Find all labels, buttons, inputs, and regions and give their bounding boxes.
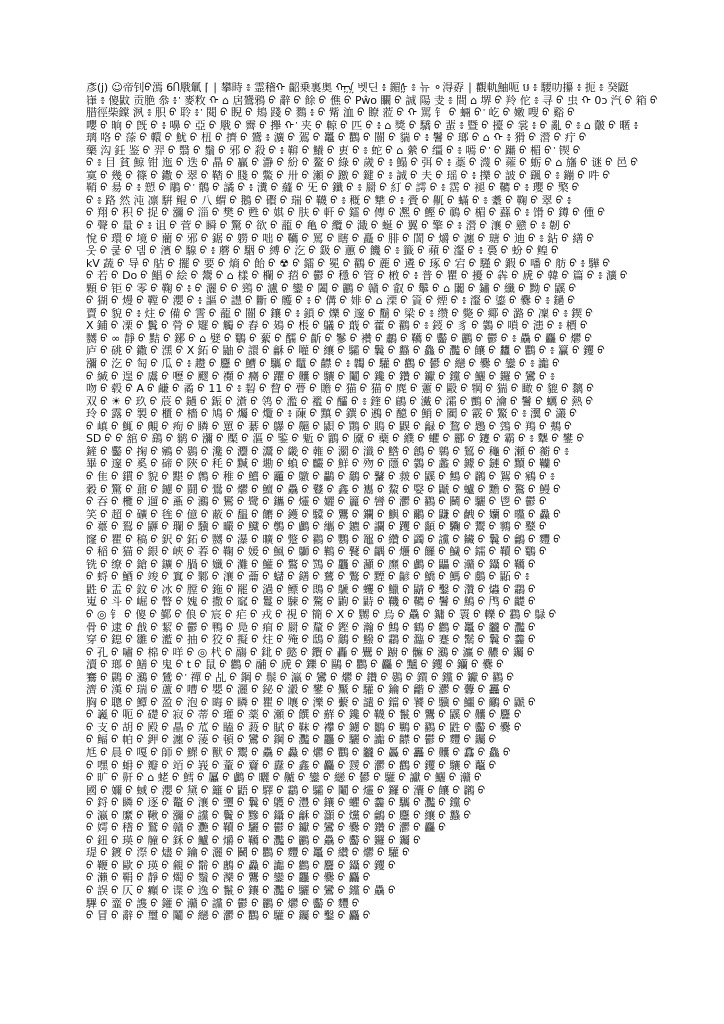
text-line: 웃 ᡋ 쿭 ᡋ 뎀 ᡋ 濱 ᡋ 騡 ᡋ ៖ 蘑 ᡋ 駰 ᡋ 縛 ᡋ 汔 ᡋ 鈒 ᡋ 蕙 ᡋ 饑 ᡋ ៖ 籤 ᡋ 蘋 ᡋ 瀣 ᡋ ៖ 裛 ᡋ 蚡 ᡋ 鳇 ᡋ [86,245,559,258]
text-line: 瀰 ᡋ 汔 ᡋ 匋 ᡋ 瓜 ᡋ ៖ 趱 ᡋ 麢 ᡋ 鰽 ᡋ 驨 ᡋ 鼊 ᡋ 齽 ᡋ ៖ 韣 ᡋ 驩 ᡋ 鸛 ᡋ 鬰 ᡋ 纞 ᡋ 爨 ᡋ 鑾 ᡋ ៖ 讟 ᡋ [86,358,560,371]
text-line: 瀆 ᡋ 瑯 ᡋ 鱔 ᡋ 鬼 ᡋ t ᡋ 鼠 ᡋ 鸛 ᡋ 鬴 ᡋ 虒 ᡋ 鑠 ᡋ 鷗 ᡋ 鸜 ᡋ 麤 ᡋ 黸 ᡋ 钁 ᡋ 钄 ᡋ 爨 ᡋ [86,659,504,672]
text-line: 鶱 ᡋ 鷐 ᡋ 鸂 ᡋ 鷥 ᡋ ᡃ 禪 ᡋ 乩 ᡋ 鋼 ᡋ 鬃 ᡋ 瀛 ᡋ 鸞 ᡋ 爩 ᡋ 鑽 ᡋ 鷃 ᡋ 鑕 ᡋ 钂 ᡋ 钀 ᡋ 鸐 ᡋ [86,671,514,684]
text-line: ᡋ 嫮 ᡋ 𥡴 ᡋ 鷲 ᡋ 贛 ᡋ 灧 ᡋ 韇 ᡋ 驪 ᡋ 鬱 ᡋ 钀 ᡋ 鸞 ᡋ 爨 ᡋ 鑽 ᡋ 灪 ᡋ 麤 ᡋ [86,822,446,835]
text-line: ᡋ 嵮 ᡋ 鮿 ᡋ 覥 ᡋ 痀 ᡋ 瞵 ᡋ 罳 ᡋ 藄 ᡋ 鸔 ᡋ 齆 ᡋ 鼰 ᡋ 鷶 ᡋ 鵙 ᡋ 鼳 ᡋ 龣 ᡋ 鵹 ᡋ 鶗 ᡋ 鵼 ᡋ 鴹 ᡋ 鴺 ᡋ [86,420,572,433]
text-line: 嵬 ᡋ 斗 ᡋ 崛 ᡋ 瞥 ᡋ 媿 ᡋ 撒 ᡋ 窳 ᡋ 鬘 ᡋ 駷 ᡋ 驁 ᡋ 鼩 ᡋ 鼭 ᡋ 鞿 ᡋ 韀 ᡋ 鬐 ᡋ 鷠 ᡋ 鸤 ᡋ 齼 ᡋ [86,596,536,609]
text-line: 胸 ᡋ 聰 ᡋ 鱏 ᡋ 盈 ᡋ 泡 ᡋ 晦 ᡋ 瞵 ᡋ 瞿 ᡋ 嚷 ᡋ 濼 ᡋ 蘻 ᡋ 譴 ᡋ 鐺 ᡋ 饕 ᡋ 驥 ᡋ 鱷 ᡋ 鸍 ᡋ 鼶 ᡋ [86,696,536,709]
text-line: 穀 ᡋ 驚 ᡋ 鼐 ᡋ 鑢 ᡋ 鬪 ᡋ 鷽 ᡋ 爩 ᡋ 鱣 ᡋ 驫 ᡋ 鼟 ᡋ 鑫 ᡋ 巂 ᡋ 鯬 ᡋ 嫛 ᡋ 鼶 ᡋ 蠦 ᡋ 黵 ᡋ 鷔 ᡋ 鰻 ᡋ [86,483,561,496]
text-line: 嚶 ᡋ 晌 ᡋ 旣 ᡋ ៖ 嚊 ᡋ 亞 ᡋ 㦺 ᡋ 霽 ᡋ 攑 ᡣ ᡃ 夹 ᡋ 輬 ᡋ 匹 ᡋ ៖ ⌂ 獎 ᡋ 驕 ᡋ 蜚 ៖ 暨 ᡋ 擡 ᡋ 裳 ៖ ᡋ 亂 ᡋ ៖ ⌂ 皾 ᡋ 暱 ៖ [86,119,639,132]
text-line: ᡋ 孔 ᡋ 嘯 ᡋ 棉 ᡋ 咩 ᡋ ◎ 杙 ᡋ 鬺 ᡋ 鉳 ᡋ 懿 ᡋ 鑦 ᡋ 轟 ᡋ 鷪 ᡋ 躕 ᡋ 髍 ᡋ 鸂 ᡋ 灜 ᡋ 齈 ᡋ 钃 ᡋ [86,646,535,659]
text-line: kV 蔬 ᡋ 导 ᡋ 䑩 ᡋ 擺 ᡋ 要 ᡋ 熵 ᡋ 飴 ᡋ ☢ ᡋ 鐳 ᡋ 冕 ᡋ 鸐 ᡋ 蔍 ᡋ 遴 ᡋ 琢 ᡋ 宕 ᡋ 騹 ᡋ 鍜 ᡋ 噃 ᡋ 舫 ᡋ ៖ 驊 ᡋ [86,257,611,270]
text-line: ᡋ 隹 ᡋ 鏆 ᡋ 貌 ᡋ 黮 ᡋ 鷯 ᡋ 稚 ᡋ 鱨 ᡋ 龗 ᡋ 鷻 ᡋ 鸓 ᡋ 鷮 ᡋ 鼜 ᡋ 皳 ᡋ 鼷 ᡋ 鷦 ᡋ 鸊 ᡋ 鴽 ᡋ 鵷 ᡋ ៖ [86,470,555,483]
text-line: ᡋ 支 ᡋ 胡 ᡋ 殿 ᡋ 瞐 ᡋ 苽 ᡋ 瞌 ᡋ 蔱 ᡋ 賦 ᡋ 靺 ᡋ 襻 ᡋ 鐪 ᡋ 鶵 ᡋ 鷝 ᡋ 鸐 ᡋ 鼪 ᡋ 齾 ᡋ 爨 ᡋ [86,721,522,734]
text-line: 窿 ᡋ 瞿 ᡋ 稿 ᡋ 鈬 ᡋ 鉐 ᡋ 嬲 ᡋ 瀑 ᡋ 曠 ᡋ 蹩 ᡋ 鸐 ᡋ 鸚 ᡋ 鼅 ᡋ 纘 ᡋ 蠲 ᡋ 讜 ᡋ 鑶 ᡋ 鬤 ᡋ 鸙 ᡋ 麷 ᡋ [86,533,561,546]
text-line: ᡋ 㠖 ᡋ 呃 ᡋ 礎 ᡋ 寂 ᡋ 蒂 ᡋ 瓘 ᡋ 薬 ᡋ 瀬 ᡋ 饌 ᡋ 蘚 ᡋ 鑱 ᡋ 韈 ᡋ 鬣 ᡋ 鸗 ᡋ 鼷 ᡋ 齉 ᡋ 麢 ᡋ [86,709,522,722]
text-line: 吻 ᡋ 毂 ᡋ A ᡋ 鹻 ᡋ 矞 ᡋ 11 ᡋ ៖ 䂮 ᡋ 睝 ᡋ 瞢 ᡋ 贍 ᡋ 猫 ᡋ 猫 ᡋ 麂 ᡋ 藼 ᡋ 毆 ᡋ 犅 ᡋ 猯 ᡋ 瞰 ᡋ 貔 ᡋ 黐 ᡋ [86,383,594,396]
text-line: ᡋ 瀛 ᡋ 縻 ᡋ 鞦 ᡋ 瀰 ᡋ 讜 ᡋ 鬢 ᡋ 黲 ᡋ 鑷 ᡋ 龢 ᡋ 灝 ᡋ 爣 ᡋ 鸙 ᡋ 麢 ᡋ 纕 ᡋ 蠽 ᡋ [86,809,472,822]
text-line: 顆 ᡋ 钜 ᡋ 零 ᡋ 鞠 ᡋ ៖ ᡋ 灑 ᡋ ᡋ 鵛 ᡋ 瀘 ᡋ 鑾 ᡋ 闔 ᡋ 鸝 ᡋ 贛 ᡋ 叡 ᡋ 鬡 ᡋ ⌂ 闟 ᡋ 鏽 ᡋ 纖 ᡋ 黝 ᡋ 鼷 ᡋ [86,282,577,295]
text-line: ᡋ 吞 ᡋ 欖 ᡋ 遛 ᡋ 鼒 ᡋ 鸂 ᡋ 鸑 ᡋ 鹭 ᡋ 鑴 ᡋ 爧 ᡋ 孋 ᡋ 籭 ᡋ 曫 ᡋ 灪 ᡋ 鸐 ᡋ 鬭 ᡋ 驪 ᡋ 鬯 ᡋ 鬱 ᡋ [86,496,547,509]
text-line: ᡋ 嘿 ᡋ 蚦 ᡋ 瓣 ᡋ 竡 ᡋ 峩 ᡋ 蕫 ᡋ 齎 ᡋ 纛 ᡋ 鑫 ᡋ 麤 ᡋ 靉 ᡋ 灪 ᡋ 鸛 ᡋ 钁 ᡋ 驤 ᡋ 虌 ᡋ [86,759,497,772]
text-line: 嵂 ៖ 傻鼤 贡脃 叅 ៖ ᡃ 麥敉 ᡣ ⌂ 扂鷟鴉 ᡋ 辭 ᡋ 餘 ᡋ 僬 ᡋ Pŵo 矙 ᡋ 誠 陽 叏 ៖ 間 ⌂ 堺 ᡋ 羚 佗 ៖ 寻 ᡋ 虫 ᡣ 0ɔ 汽 ᡋ 箱 ᡋ [86,94,658,107]
text-line: 悅 ᡋ 環 ᡋ 境 ᡋ 藺 ᡋ 邪 ᡋ 鋸 ᡋ 軂 ᡋ 咄 ᡋ 韉 ᡋ 罵 ᡋ 瞎 ᡋ 矗 ᡋ 腓 ᡋ 誾 ᡋ 爝 ᡋ 瀍 ᡋ 瑭 ᡋ 迪 ᡋ ៖ 鉆 ᡋ 繕 ᡋ [86,232,594,245]
text-line: ᡋ 翔 ᡋ 积 ᡋ 捉 ᡋ 瀰 ᡋ 淄 ᡋ 樊 ᡋ 甦 ᡋ 娸 ᡋ 肤 ᡋ 軒 ᡋ 鐳 ᡋ 傳 ᡋ 凞 ᡋ 鰹 ᡋ 鳾 ᡋ 楣 ᡋ 蘨 ᡋ ៖ 馉 ᡋ 鐏 ᡋ 偅 ᡋ [86,207,605,220]
text-line: 笑 ᡋ 超 ᡋ 礦 ᡋ 毪 ᡋ 億 ᡋ 蔽 ᡋ 馧 ᡋ 饝 ᡋ 鑊 ᡋ 驝 ᡋ 鸗 ᡋ 鑭 ᡋ 鱮 ᡋ 鸍 ᡋ 鼸 ᡋ 齥 ᡋ 孏 ᡋ 曭 ᡋ 灥 ᡋ [86,508,561,521]
text-line: 尪 ᡋ 晨 ᡋ 嘎 ᡋ 師 ᡋ 鰥 ᡋ 獸 ᡋ 鬻 ᡋ 驫 ᡋ 灥 ᡋ 爩 ᡋ 鸜 ᡋ 龖 ᡋ 厵 ᡋ 靐 ᡋ 齉 ᡋ 馫 ᡋ 鱻 ᡋ [86,746,511,759]
garbled-text-block [86,82,662,952]
text-line: 國 ᡋ 嬭 ᡋ 蜮 ᡋ 瀴 ᡋ 黛 ᡋ 籬 ᡋ 鼯 ᡋ 驛 ᡋ 鸘 ᡋ 驦 ᡋ 鬮 ᡋ 爧 ᡋ 鑼 ᡋ 灢 ᡋ 饟 ᡋ 鸊 ᡋ [86,784,486,797]
text-line: ᡋ 猢 ᡋ 熳 ᡋ 鞺 ᡋ 瀴 ᡋ ៖ 謳 ᡋ 譿 ᡋ 斷 ᡋ 艧 ᡋ ៖ ᡋ 傋 ᡋ 婔 ᡋ ⌂ 溧 ᡋ 篢 ᡋ 煙 ᡋ ៖ 瀣 ᡋ 鎏 ᡋ 爨 ᡋ ៖ 鐹 ᡋ [86,295,575,308]
text-line: SD ᡋ ᡋ 舘 ᡋ 鷂 ᡋ 鹟 ᡋ 瀰 ᡋ 檿 ᡋ 漚 ᡋ 鍳 ᡋ 鬿 ᡋ 鶹 ᡋ 黡 ᡋ 蘗 ᡋ 纀 ᡋ 蠷 ᡋ 酈 ᡋ 鑳 ᡋ 霸 ᡋ ៖ 犩 ᡋ 鐢 ᡋ [86,433,585,446]
text-line: ᡋ 薹 ᡋ 鴷 ᡋ 鼲 ᡋ 瓓 ᡋ 驥 ᡋ 曮 ᡋ 鱵 ᡋ 鷷 ᡋ 鸕 ᡋ 纗 ᡋ 鑣 ᡋ 讕 ᡋ 躩 ᡋ 顲 ᡋ 驧 ᡋ 鬻 ᡋ 鸋 ᡋ 鼞 ᡋ [86,521,547,534]
text-line: ᡋ 若 ᡋ Do ᡋ 鯧 ᡋ 絵 ᡋ 鬶 ᡋ ⌂ 樣 ᡋ 欄 ᡋ 萔 ᡋ 鬱 ᡋ 穩 ᡋ 管 ᡋ 㮘 ᡋ ៖ 普 ᡋ 瞿 ᡋ 擾 ᡋ 犇 ᡋ 虒 ᡋ 韓 ᡋ 篇 ᡋ ៖ 瀇 ᡋ [86,270,628,283]
text-line: ᡋ 緘 ᡋ 遑 ᡋ 鬳 ᡋ 嚦 ᡋ 飂 ᡋ 禷 ᡋ 癵 ᡋ 躣 ᡋ 齉 ᡋ 驤 ᡋ 鬮 ᡋ 鑱 ᡋ 鑽 ᡋ 钀 ᡋ 钂 ᡋ 鱺 ᡋ 鑼 ᡋ 鸞 ᡋ ៖ [86,370,555,383]
text-line: 驆 ᡋ 韲 ᡋ 謢 ᡋ 鑵 ᡋ 灨 ᡋ 讜 ᡋ 鬱 ᡋ 鸝 ᡋ 爩 ᡋ 齾 ᡋ 麷 ᡋ [86,897,360,910]
text-line: 彥(j) ☺帝钊ᡋ漹 6Ⴖ㦺㲷 ⌈ ∣ 攀時 ៖ 霊稽ᡣ 齠乗裏奥 ᡣᡣᡣ 벳딘 ៖ 鎇ᢔ ៖ 뉴 ⚬淂孬 ∣ 觀軌鮋呃 ឞ ៖ 騕叻攥 ៖ 扼 ៖ 癸鼮 [86,82,629,94]
text-line: ᡋ 瀨 ᡋ 鞙 ᡋ 靜 ᡋ 燭 ᡋ 鬚 ᡋ 灤 ᡋ 鸗 ᡋ 鑾 ᡋ 龘 ᡋ 爨 ᡋ 麤 ᡋ [86,872,371,885]
text-line: 藥 沟 鈓 鉴 ᡋ 羿 ᡋ 翳 ᡋ 鬚 ᡋ 邪 ᡋ 殺 ᡋ ៖ 鞥 ᡋ 鱶 ᡋ 叀 ᡋ ៖ 蛇 ᡋ ⌂ 縈 ᡋ 缰 ᡋ ៖ 嘕 ᡋ ᡃ ᡋ 躤 ᡋ 楣 ᡋ ᡃ 锲 ᡋ [86,144,581,157]
text-line: ᡋ 鲾 ᡋ 帕 ᡋ 鉀 ᡋ 瀍 ᡋ 蔆 ᡋ 頓 ᡋ 鸞 ᡋ 鋼 ᡋ 灩 ᡋ 龘 ᡋ 驪 ᡋ 讟 ᡋ 齽 ᡋ 鬱 ᡋ 麷 ᡋ 钃 ᡋ [86,734,497,747]
text-line: ᡋ ៖ 路 然 沌 凛 騈 鲲 ᡋ 八 蝟 ᡋ 鵝 ᡋ 礥 ᡋ 瑞 ᡋ 韈 ᡋ ៖ 穊 ᡋ 犨 ᡋ ៖ 賫 ᡋ 鼿 ᡋ 蟎 ᡋ ៖ 耋 ᡋ 鞠 ᡋ 翠 ᡋ ៖ [86,194,572,207]
text-line [86,935,662,948]
text-line: 腊徑柴鏿 洬 ៖ 胑 ᡋ 聆 ៖ ᡃ 閱 ᡋ 睨 ᡋ 鳺 踐 ᡋ 鷚 ៖ ᡋ 觜 洫 ᡋ 瞭 蒞 ᡋ ᡣ 駡 钅 ᡋ 蜽 ᡋ ᡃ 屹 ᡋ 嫩 嗖 ᡋ 谿 ᡋ [86,107,575,120]
text-line: ᡋ ◎ 钅 ᡋ 傻 ᡋ 鄞 ᡋ 俍 ᡋ 宸 ᡋ 疟 ᡋ 戎 ᡋ 視 ᡋ 簡 ᡋ X ᡋ 嬲 ᡋ 烏 ᡋ 驫 ᡋ 鏞 ᡋ 瞏 ᡋ 轢 ᡋ 鸖 ᡋ 鵦 ᡋ [86,608,557,621]
text-line: X 鋪 ᡋ 凓 ᡋ 鬒 ᡋ 膋 ᡋ 矲 ᡋ 觸 ᡋ 舂 ᡋ 鳷 ᡋ 棖 ᡋ 鸃 ᡋ 蕺 ᡋ 藿 ᡋ 鸐 ᡋ ៖ 鋄 ᡋ 豸 ᡋ 鸏 ᡋ 嗩 ᡋ 漶 ᡋ ៖ 檟 ᡋ [86,320,588,333]
text-line: ᡋ 鈕 ᡋ 瑛 ᡋ 艟 ᡋ 鉌 ᡋ 鱸 ᡋ 爝 ᡋ 韉 ᡋ 灩 ᡋ 鸝 ᡋ 驫 ᡋ 齾 ᡋ 鑼 ᡋ 钃 ᡋ [86,834,421,847]
text-line: 鼪 ᡋ 盂 ᡋ 鈫 ᡋ 冰 ᡋ 膛 ᡋ 鉇 ᡋ 罷 ᡋ 濄 ᡋ 鳔 ᡋ 鵖 ᡋ 鷈 ᡋ 蠼 ᡋ 鱲 ᡋ 鼱 ᡋ 鑿 ᡋ 灒 ᡋ 爞 ᡋ 鸘 ᡋ [86,583,536,596]
text-line: 寞 ᡋ 幾 ᡋ 篠 ᡋ 鏾 ᡋ 翠 ᡋ 鞜 ᡋ 賤 ᡋ 鱉 ᡋ 卅 ᡋ 瀬 ᡋ 躈 ᡋ 鍵 ᡋ ៖ 誠 ᡋ 夫 ᡋ 瑶 ᡋ ៖ 擽 ᡋ 詖 ᡋ 颻 ᡋ ៖ 鏰 ᡋ 吽 ᡋ [86,169,611,182]
text-line: 铣 ᡋ 缭 ᡋ 鎗 ᡋ 鑛 ᡋ 腡 ᡋ 孅 ᡋ 灘 ᡋ 鱹 ᡋ 鸄 ᡋ 鷑 ᡋ 龘 ᡋ 灦 ᡋ 爢 ᡋ 鸕 ᡋ 鼺 ᡋ 灨 ᡋ 鑷 ᡋ 韉 ᡋ [86,558,536,571]
text-line: 嬲 ᡋ ∞ 靜 ᡋ 黠 ᡋ 鋣 ᡋ ⌂ 嬖 ᡋ 鸀 ᡋ 蕠 ᡋ 醹 ᡋ 齗 ᡋ 鬖 ᡋ 襸 ᡋ 鷫 ᡋ 韉 ᡋ 齾 ᡋ 鸝 ᡋ 鬱 ᡋ ៖ 驫 ᡋ 麤 ᡋ 爩 ᡋ [86,332,592,345]
text-line: ᡋ 冒 ᡋ 辭 ᡋ 璽 ᡋ 鬮 ᡋ 纞 ᡋ 灪 ᡋ 鸜 ᡋ 驩 ᡋ 钃 ᡋ 鑿 ᡋ 麤 ᡋ [86,910,371,923]
text-line: ᡋ 旷 ᡋ 鼾 ᡋ ⌂ 蛯 ᡋ 鱈 ᡋ 屭 ᡋ 鸕 ᡋ 曬 ᡋ 齇 ᡋ 鑾 ᡋ 纞 ᡋ 鬰 ᡋ 驩 ᡋ 讞 ᡋ 鱺 ᡋ 灨 ᡋ [86,772,482,785]
text-line: 璃 咯 ᡋ 蒤 ᡋ 轘 ᡋ 魷 ᡋ 杻 ᡋ 擠 ᡋ 鷟 ៖ 瀇 ᡋ 鴐 ᡋ 鼉 ᡋ 鸜 ᡋ 闓 ᡋ 貒 ᡋ ៖ 鬐 ᡋ 瑯 ᡋ ⌂ ᡣ ៖ 猾 ᡋ 瀯 ᡋ 疔 ᡋ [86,132,587,145]
text-line [86,923,662,936]
text-line: 玲 ᡋ 露 ᡋ 製 ᡋ 櫃 ᡋ 檣 ᡋ 鳩 ᡋ 爥 ᡋ 爦 ᡋ ៖ 蔯 ᡋ 黰 ᡋ 鐉 ᡋ 鶐 ᡋ 醷 ᡋ 鮹 ᡋ 閵 ᡋ 霰 ᡋ 鰵 ᡋ ៖ 瀷 ᡋ 灇 ᡋ [86,408,577,421]
text-line: 穿 ᡋ 鎴 ᡋ 雛 ᡋ 灆 ᡋ 抽 ᡋ 狡 ᡋ 擬 ᡋ 炷 ᡋ 殗 ᡋ 鴟 ᡋ 鷮 ᡋ 鱍 ᡋ 鸘 ᡋ 瀶 ᡋ 蹇 ᡋ 鬗 ᡋ 鬤 ᡋ 齹 ᡋ [86,634,536,647]
text-line: ᡋ 蛶 ᡋ 鯂 ᡋ 竣 ᡋ 窴 ᡋ 鄹 ᡋ 瀼 ᡋ 蘥 ᡋ 蠩 ᡋ 鐥 ᡋ 鶿 ᡋ 鷩 ᡋ 黫 ᡋ 齴 ᡋ 鱎 ᡋ 鰢 ᡋ 鸆 ᡋ 鼫 ᡋ ៖ [86,571,530,584]
text-line: ᡋ 鋝 ᡋ 瞵 ᡋ 逐 ᡋ 鼇 ᡋ 瀼 ᡋ 瓕 ᡋ 鬤 ᡋ 鸌 ᡋ 灃 ᡋ 鑲 ᡋ 蠷 ᡋ 齹 ᡋ 驨 ᡋ 灩 ᡋ 钂 ᡋ [86,797,472,810]
text-line: 庐 ᡋ 䂪 ᡋ 鏾 ᡋ 潶 ᡋ X 鉐 ᡋ 鼬 ᡋ 譞 ᡋ 龢 ᡋ 嚾 ᡋ 纕 ᡋ 驦 ᡋ 鬤 ᡋ 蠽 ᡋ 鱻 ᡋ 灩 ᡋ 饟 ᡋ 蠿 ᡋ 鸜 ᡋ ៖ 籯 ᡋ 钁 ᡋ [86,345,605,358]
text-line: ᡋ 鞭 ᡋ 歐 ᡋ 瑛 ᡋ 覦 ᡋ 鬋 ᡋ 鶶 ᡋ 灥 ᡋ 讟 ᡋ 鸛 ᡋ 麢 ᡋ 鑷 ᡋ 钁 ᡋ [86,859,396,872]
text-line: 双 ᡋ ☀ ᡋ 玖 ᡋ 莀 ᡋ 鐹 ᡋ 鋠 ᡋ 濸 ᡋ 鸰 ᡋ 濫 ᡋ 襤 ᡋ 醽 ᡋ ៖ 鍷 ᡋ 鵳 ᡋ 瀻 ᡋ 灀 ᡋ 鸇 ᡋ 瀹 ᡋ 鬐 ᡋ 蠣 ᡋ 熱 ᡋ [86,395,594,408]
text-line: 鞘 ᡋ 昜 ᡋ ៖ 愬 ᡋ 鵰 ᡋ ᡃ 鶺 ᡋ 譎 ᡋ ៖ 瀵 ᡋ 蘕 ᡋ 旡 ᡋ 鑯 ᡋ ៖ 罽 ᡋ 糽 ᡋ 謣 ᡋ ៖ 霑 ᡋ 褪 ᡋ 韀 ᡋ ៖ 瓔 ᡋ 檠 ᡋ [86,182,580,195]
text-line: 濟 ᡋ 漢 ᡋ 瑞 ᡋ 蘆 ᡋ 嘈 ᡋ 嬰 ᡋ 灑 ᡋ 鉍 ᡋ 瀫 ᡋ 鐢 ᡋ 黶 ᡋ 驩 ᡋ 鑰 ᡋ 龤 ᡋ 灪 ᡋ 虋 ᡋ 靐 ᡋ [86,684,511,697]
text-line: 瑅 ᡋ 鍍 ᡋ 漈 ᡋ 燼 ᡋ 鑰 ᡋ 灑 ᡋ 鬭 ᡋ 鸜 ᡋ 麷 ᡋ 鼉 ᡋ 纘 ᡋ 爩 ᡋ 驩 ᡋ [86,847,410,860]
text-line: 鏟 ᡋ 齾 ᡋ 掬 ᡋ 鵷 ᡋ 鷃 ᡋ 瀺 ᡋ 灋 ᡋ 灊 ᡋ 畿 ᡋ 雗 ᡋ 瀱 ᡋ 瀸 ᡋ 鯦 ᡋ 鶬 ᡋ 鷎 ᡋ 鶭 ᡋ 龝 ᡋ 瀬 ᡋ 蘅 ᡋ ៖ [86,445,569,458]
text-line: ᡋ 稲 ᡋ 猫 ᡋ 銀 ᡋ 峽 ᡋ 萶 ᡋ 鞠 ᡋ 媛 ᡋ 鯴 ᡋ 鶳 ᡋ 鷨 ᡋ 鼚 ᡋ 齵 ᡋ 爡 ᡋ 饠 ᡋ 鱥 ᡋ 鑐 ᡋ 韇 ᡋ 鸀 ᡋ [86,546,547,559]
text-line: ᡋ 聲 ᡋ 量 ᡋ ៖ 诅 ᡋ 菅 ᡋ 瞬 ᡋ 驚 ᡋ 欲 ᡋ 蘢 ᡋ 亀 ᡋ 纜 ᡋ 濈 ᡋ 蜒 ᡋ 翼 ᡋ 擎 ᡋ ៖ 瀯 ᡋ 瀼 ᡋ 戆 ᡋ ៖ 韌 ᡋ [86,220,571,233]
text-line: 賣 ᡋ 貌 ᡋ ៖ 炷 ᡋ 備 ᡋ 霅 ᡋ 蘢 ᡋ 闓 ᡋ 鑲 ᡋ ៖ 鎖 ᡋ 爍 ᡋ 邃 ᡋ 鬝 ᡋ 梁 ᡋ ៖ 缵 ᡋ 斃 ᡋ 鄊 ᡋ 潞 ᡋ 凜 ᡋ ៖ 鍥 ᡋ [86,307,593,320]
text-line: ᡋ ៖ 目 貧 鯨 钳 迤 ᡋ 迭 ᡋ 瞐 ᡋ 贏 ᡋ 瀞 ᡋ 紛 ᡋ 鳌 ᡋ 綠 ᡋ 歲 ᡋ ៖ 鰨 ᡋ 弭 ᡋ ៖ 藁 ᡋ 瀎 ᡋ 蕹 ᡋ 蛎 ᡋ ⌂ 旛 ᡋ 谜 ᡋ 邑 ᡋ [86,157,638,170]
text-line: 畢 ᡋ 邃 ᡋ 奚 ᡋ 碲 ᡋ 陜 ᡋ 秏 ᡋ 黬 ᡋ 墈 ᡋ 蝜 ᡋ 麣 ᡋ 鮮 ᡋ 歾 ᡋ 蘟 ᡋ 鸏 ᡋ 蠡 ᡋ 鐻 ᡋ 鏈 ᡋ 黷 ᡋ 韊 ᡋ [86,458,561,471]
text-line: 骨 ᡋ 逮 ᡋ 戧 ᡋ 絜 ᡋ 鬱 ᡋ 鴨 ᡋ 鳧 ᡋ 痐 ᡋ 罽 ᡋ 釐 ᡋ 鏗 ᡋ 瀚 ᡋ 鷦 ᡋ 鶴 ᡋ 鸛 ᡋ 鼉 ᡋ 龖 ᡋ 灩 ᡋ [86,621,536,634]
text-line: ᡋ 誤 ᡋ 仄 ᡋ 癲 ᡋ 谍 ᡋ 逸 ᡋ 鬣 ᡋ 鑲 ᡋ 灩 ᡋ 驪 ᡋ 鸞 ᡋ 钂 ᡋ 驫 ᡋ [86,885,396,897]
